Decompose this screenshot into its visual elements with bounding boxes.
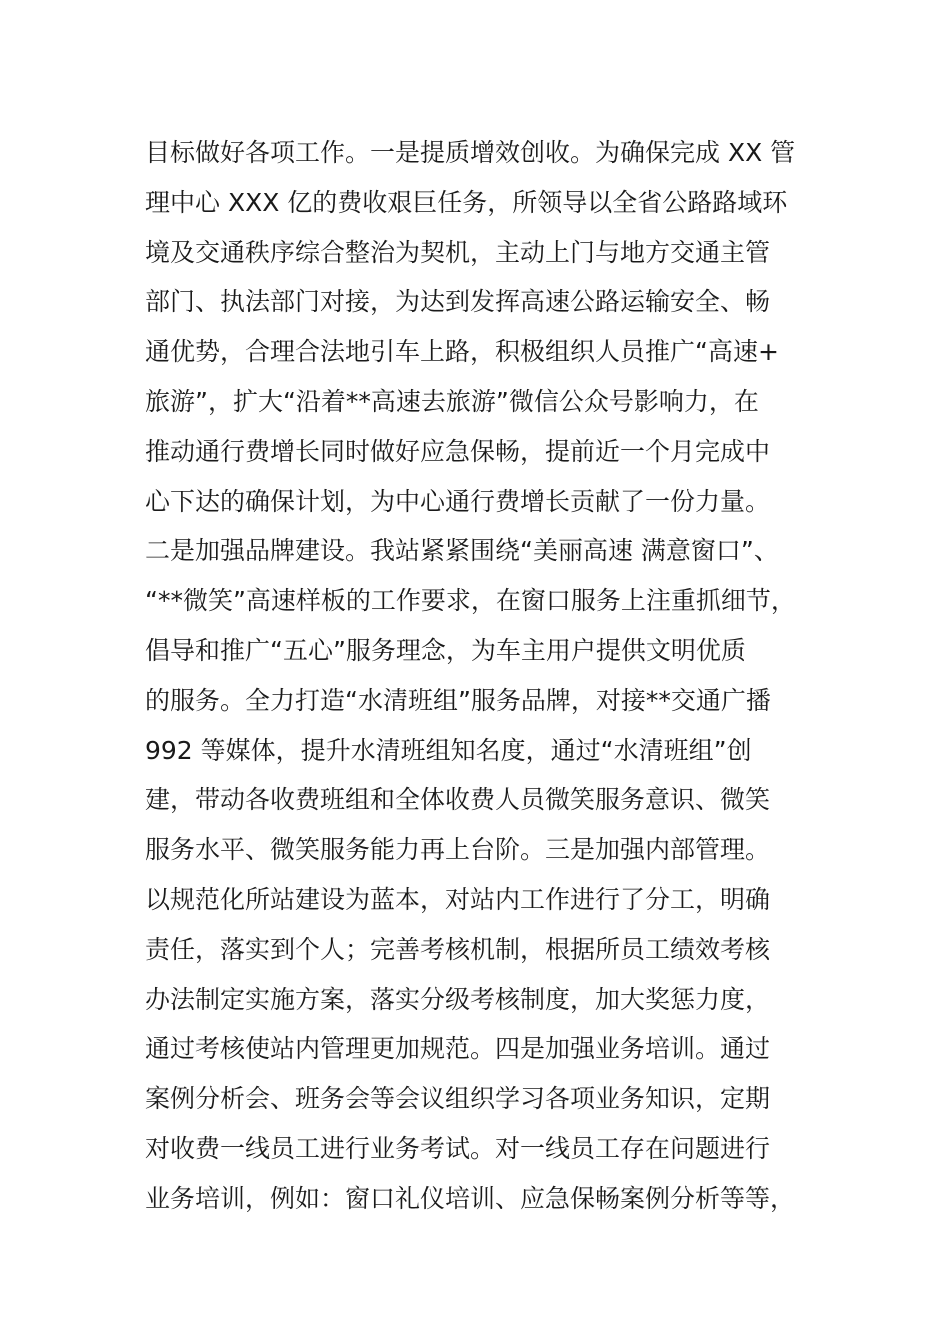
text-line: 建，带动各收费班组和全体收费人员微笑服务意识、微笑 [145,785,771,815]
text-line: 境及交通秩序综合整治为契机，主动上门与地方交通主管 [145,237,771,267]
text-line: 推动通行费增长同时做好应急保畅，提前近一个月完成中 [145,436,771,466]
text-line: 心下达的确保计划，为中心通行费增长贡献了一份力量。 [145,486,771,516]
text-line: 责任，落实到个人；完善考核机制，根据所员工绩效考核 [145,934,771,964]
text-line: 服务水平、微笑服务能力再上台阶。三是加强内部管理。 [145,835,771,865]
text-line: 业务培训，例如：窗口礼仪培训、应急保畅案例分析等等， [145,1183,796,1213]
text-line: 案例分析会、班务会等会议组织学习各项业务知识，定期 [145,1084,771,1114]
text-line: 办法制定实施方案，落实分级考核制度，加大奖惩力度， [145,984,771,1014]
text-line: “**微笑”高速样板的工作要求，在窗口服务上注重抓细节， [145,586,796,616]
text-line: 以规范化所站建设为蓝本，对站内工作进行了分工，明确 [145,884,771,914]
text-line: 目标做好各项工作。一是提质增效创收。为确保完成 XX 管 [145,138,796,167]
text-line: 通优势，合理合法地引车上路，积极组织人员推广“高速+ [145,337,779,367]
text-line: 992 等媒体，提升水清班组知名度，通过“水清班组”创 [145,735,752,765]
text-line: 理中心 XXX 亿的费收艰巨任务，所领导以全省公路路域环 [145,187,788,217]
body-text [145,128,845,1224]
text-line: 对收费一线员工进行业务考试。对一线员工存在问题进行 [145,1133,771,1163]
text-line: 旅游”，扩大“沿着**高速去旅游”微信公众号影响力，在 [145,386,759,416]
text-line: 二是加强品牌建设。我站紧紧围绕“美丽高速 满意窗口”、 [145,536,779,566]
text-line: 的服务。全力打造“水清班组”服务品牌，对接**交通广播 [145,685,771,715]
text-line: 部门、执法部门对接，为达到发挥高速公路运输安全、畅 [145,287,771,317]
text-line: 倡导和推广“五心”服务理念，为车主用户提供文明优质 [145,635,746,665]
text-line: 通过考核使站内管理更加规范。四是加强业务培训。通过 [145,1034,771,1064]
